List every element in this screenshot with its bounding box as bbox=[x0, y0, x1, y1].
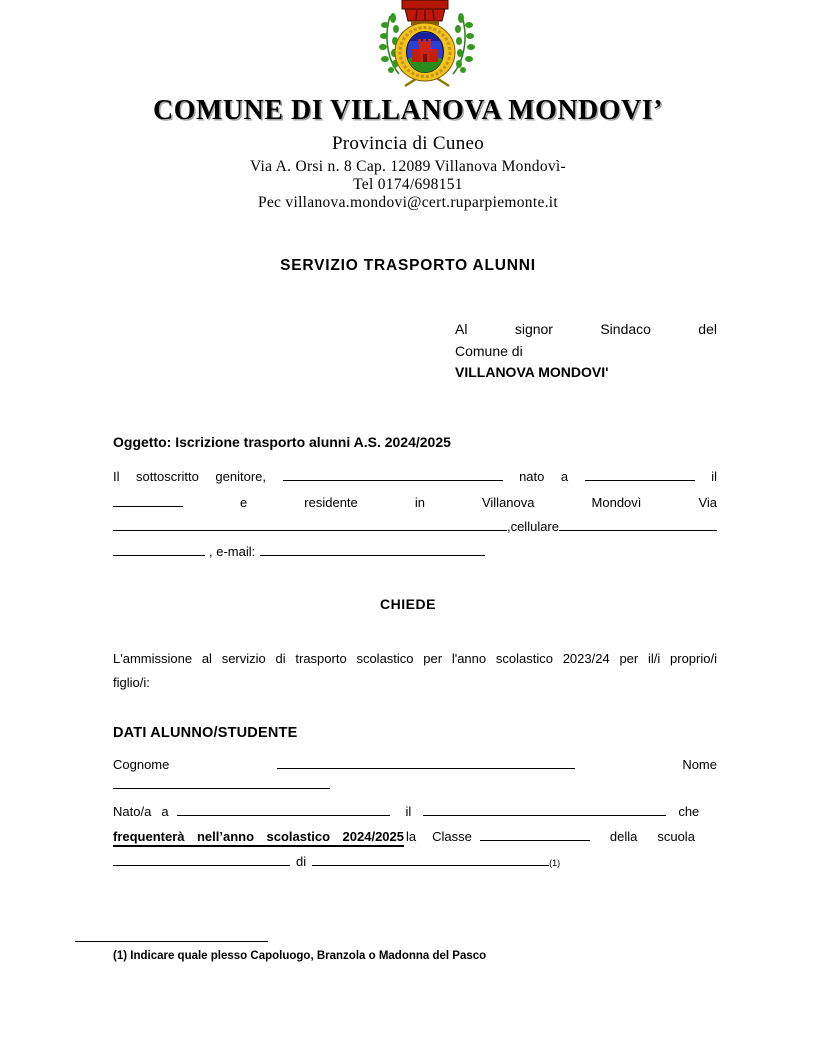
student-name-row-continued bbox=[113, 776, 717, 789]
word: residente bbox=[304, 495, 358, 510]
della-label: della bbox=[609, 829, 638, 844]
blank-street-address bbox=[113, 518, 507, 531]
request-line-2: figlio/i: bbox=[113, 675, 150, 690]
blank-classe bbox=[480, 828, 590, 841]
service-title: SERVIZIO TRASPORTO ALUNNI bbox=[280, 257, 536, 274]
blank-nome bbox=[113, 776, 330, 789]
province-line: Provincia di Cuneo bbox=[331, 133, 485, 154]
subject-line: Oggetto: Iscrizione trasporto alunni A.S. 2024/2025 bbox=[113, 434, 451, 450]
student-birth-row bbox=[113, 803, 717, 820]
school-year-phrase: frequenterà nell’anno scolastico 2024/2025 bbox=[113, 829, 404, 847]
blank-parent-name bbox=[283, 468, 503, 481]
student-school-row bbox=[113, 853, 717, 871]
word: in bbox=[414, 495, 425, 510]
il-label: il bbox=[405, 804, 412, 819]
applicant-line-1 bbox=[113, 468, 717, 485]
recipient-block bbox=[455, 319, 717, 384]
cognome-label: Cognome bbox=[113, 757, 170, 772]
coat-of-arms-icon bbox=[369, 0, 485, 88]
student-school-year-row bbox=[113, 828, 717, 847]
footnote-separator bbox=[75, 941, 268, 942]
word: il bbox=[711, 469, 717, 484]
word: Il bbox=[113, 469, 120, 484]
pec-line: Pec villanova.mondovi@cert.ruparpiemonte.it bbox=[257, 194, 559, 211]
recipient-line-2: Comune di bbox=[455, 342, 523, 359]
cellulare-label: ,cellulare bbox=[506, 519, 559, 534]
blank-cognome bbox=[277, 756, 575, 769]
applicant-line-4 bbox=[113, 543, 717, 560]
applicant-line-2 bbox=[113, 494, 717, 511]
blank-parent-birthplace bbox=[585, 468, 695, 481]
la-label: la bbox=[406, 829, 417, 844]
blank-parent-birthdate bbox=[113, 494, 183, 507]
nato-label: Nato/a bbox=[113, 804, 152, 819]
footnote-text: (1) Indicare quale plesso Capoluogo, Branzola o Madonna del Pasco bbox=[113, 950, 487, 962]
footnote-reference: (1) bbox=[549, 858, 561, 868]
word: Mondovì bbox=[591, 495, 642, 510]
blank-school bbox=[113, 853, 290, 866]
blank-student-birthplace bbox=[177, 803, 390, 816]
a-label: a bbox=[161, 804, 169, 819]
word: sottoscritto bbox=[136, 469, 199, 484]
di-label: di bbox=[296, 854, 307, 869]
recipient-line-3: VILLANOVA MONDOVI' bbox=[455, 364, 609, 380]
commune-title: COMUNE DI VILLANOVA MONDOVI’ bbox=[152, 95, 663, 126]
word: a bbox=[560, 469, 569, 484]
student-name-row bbox=[113, 756, 717, 773]
email-label: , e-mail: bbox=[209, 544, 256, 559]
student-section-title: DATI ALUNNO/STUDENTE bbox=[113, 725, 298, 741]
blank-cellphone-continued bbox=[113, 543, 205, 556]
word: Villanova bbox=[481, 495, 535, 510]
classe-label: Classe bbox=[432, 829, 472, 844]
scuola-label: scuola bbox=[657, 829, 695, 844]
nome-label: Nome bbox=[682, 757, 717, 772]
word: nato bbox=[519, 469, 545, 484]
blank-cellphone bbox=[559, 518, 717, 531]
blank-email bbox=[260, 543, 485, 556]
phone-line: Tel 0174/698151 bbox=[353, 176, 463, 193]
word: genitore, bbox=[215, 469, 267, 484]
blank-school-location bbox=[312, 853, 549, 866]
word: e bbox=[240, 495, 248, 510]
request-line-1: L'ammissione al servizio di trasporto scolastico per l'anno scolastico 2023/24 per il/i proprio/i bbox=[113, 651, 717, 666]
address-line: Via A. Orsi n. 8 Cap. 12089 Villanova Mondovì- bbox=[249, 158, 567, 175]
che-label: che bbox=[678, 804, 700, 819]
applicant-line-3 bbox=[113, 518, 717, 535]
recipient-line-1: Al signor Sindaco del bbox=[455, 321, 717, 337]
blank-student-birthdate bbox=[423, 803, 666, 816]
chiede-heading: CHIEDE bbox=[380, 596, 436, 612]
word: Via bbox=[698, 495, 717, 510]
